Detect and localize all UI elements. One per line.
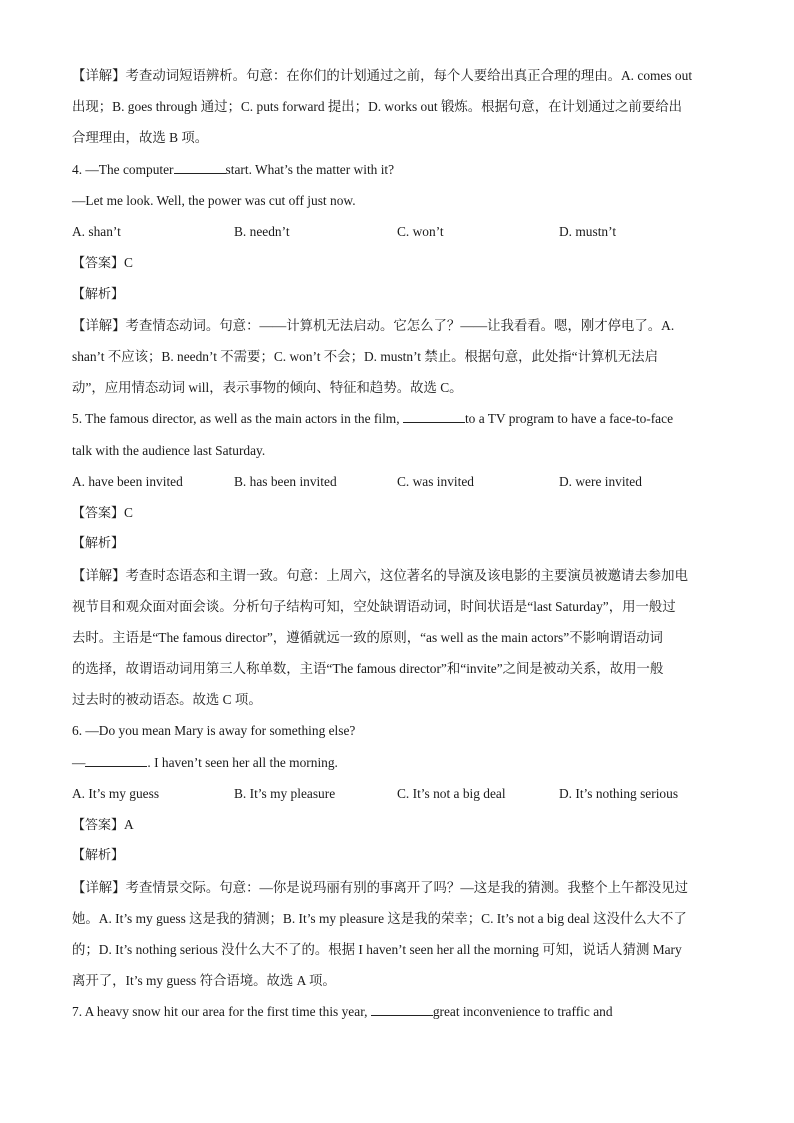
option-b: B. It’s my pleasure — [234, 786, 336, 801]
answer-label: 【答案】 — [72, 506, 125, 521]
option-c: C. was invited — [397, 474, 474, 489]
answer-row — [72, 816, 134, 835]
explanation-line: 去时。主语是“The famous director”，遵循就远一致的原则，“as well as the main actors”不影响谓语动词 — [72, 630, 663, 645]
explanation-line: 【详解】考查动词短语辨析。句意：在你们的计划通过之前，每个人要给出真正合理的理由。A. comes out — [72, 68, 693, 83]
explanation-line: 合理理由，故选 B 项。 — [72, 130, 209, 145]
explanation-line: 她。A. It’s my guess 这是我的猜测；B. It’s my pleasure 这是我的荣幸；C. It’s not a big deal 这没什么大不了 — [72, 911, 687, 926]
explanation-line: shan’t 不应该；B. needn’t 不需要；C. won’t 不会；D. mustn’t 禁止。根据句意，此处指“计算机无法启 — [72, 349, 658, 364]
explanation-line: 的；D. It’s nothing serious 没什么大不了的。根据 I haven’t seen her all the morning 可知，说话人猜测 Mary — [72, 942, 682, 957]
stem-text: to a TV program to have a face-to-face — [464, 411, 674, 426]
answer-row — [72, 504, 133, 523]
explanation-line: 离开了，It’s my guess 符合语境。故选 A 项。 — [72, 973, 336, 988]
explanation-line: 过去时的被动语态。故选 C 项。 — [72, 692, 262, 707]
option-d: D. mustn’t — [559, 224, 617, 239]
option-a: A. have been invited — [72, 474, 183, 489]
stem-text: . I haven’t seen her all the morning. — [147, 755, 338, 770]
answer-blank — [403, 410, 465, 423]
question-6-stem: 6. —Do you mean Mary is away for something else? — [72, 723, 356, 738]
option-a: A. It’s my guess — [72, 786, 160, 801]
stem-text: 5. The famous director, as well as the main actors in the film, — [72, 411, 400, 426]
option-d: D. were invited — [559, 474, 642, 489]
option-d: D. It’s nothing serious — [559, 786, 679, 801]
explanation-line: 【详解】考查时态语态和主谓一致。句意：上周六，这位著名的导演及该电影的主要演员被邀请去参加电 — [72, 568, 688, 583]
stem-text: 4. —The computer — [72, 162, 174, 177]
question-7-stem — [72, 1003, 613, 1021]
answer-blank — [85, 754, 147, 767]
answer-blank — [174, 161, 226, 174]
question-5-stem — [72, 410, 673, 428]
option-b: B. needn’t — [234, 224, 290, 239]
question-4-stem — [72, 161, 394, 179]
option-c: C. won’t — [397, 224, 444, 239]
explanation-line: 的选择，故谓语动词用第三人称单数，主语“The famous director”和“invite”之间是被动关系，故用一般 — [72, 661, 664, 676]
option-b: B. has been invited — [234, 474, 337, 489]
answer-label: 【答案】 — [72, 256, 125, 271]
option-a: A. shan’t — [72, 224, 121, 239]
answer-value: C — [124, 255, 133, 270]
answer-label: 【答案】 — [72, 818, 125, 833]
explanation-line: 出现；B. goes through 通过；C. puts forward 提出；D. works out 锻炼。根据句意，在计划通过之前要给出 — [72, 99, 682, 114]
stem-text: 7. A heavy snow hit our area for the first time this year, — [72, 1004, 368, 1019]
stem-text: great inconvenience to traffic and — [432, 1004, 613, 1019]
explanation-line: 【详解】考查情景交际。句意：—你是说玛丽有别的事离开了吗？—这是我的猜测。我整个上午都没见过 — [72, 880, 688, 895]
explanation-line: 动”，应用情态动词 will，表示事物的倾向、特征和趋势。故选 C。 — [72, 380, 463, 395]
explanation-line: 视节目和观众面对面会谈。分析句子结构可知，空处缺谓语动词，时间状语是“last Saturday”，用一般过 — [72, 599, 676, 614]
answer-row — [72, 254, 133, 273]
option-c: C. It’s not a big deal — [397, 786, 506, 801]
answer-value: A — [124, 817, 134, 832]
question-5-stem-cont: talk with the audience last Saturday. — [72, 443, 266, 458]
analysis-label: 【解析】 — [72, 287, 125, 302]
question-6-dialogue — [72, 754, 338, 772]
explanation-line: 【详解】考查情态动词。句意：——计算机无法启动。它怎么了？——让我看看。嗯，刚才停电了。A. — [72, 318, 675, 333]
stem-text: start. What’s the matter with it? — [225, 162, 395, 177]
analysis-label: 【解析】 — [72, 536, 125, 551]
answer-value: C — [124, 505, 133, 520]
answer-blank — [371, 1003, 433, 1016]
analysis-label: 【解析】 — [72, 848, 125, 863]
stem-text: — — [72, 755, 86, 770]
question-4-dialogue: —Let me look. Well, the power was cut off just now. — [72, 193, 356, 208]
